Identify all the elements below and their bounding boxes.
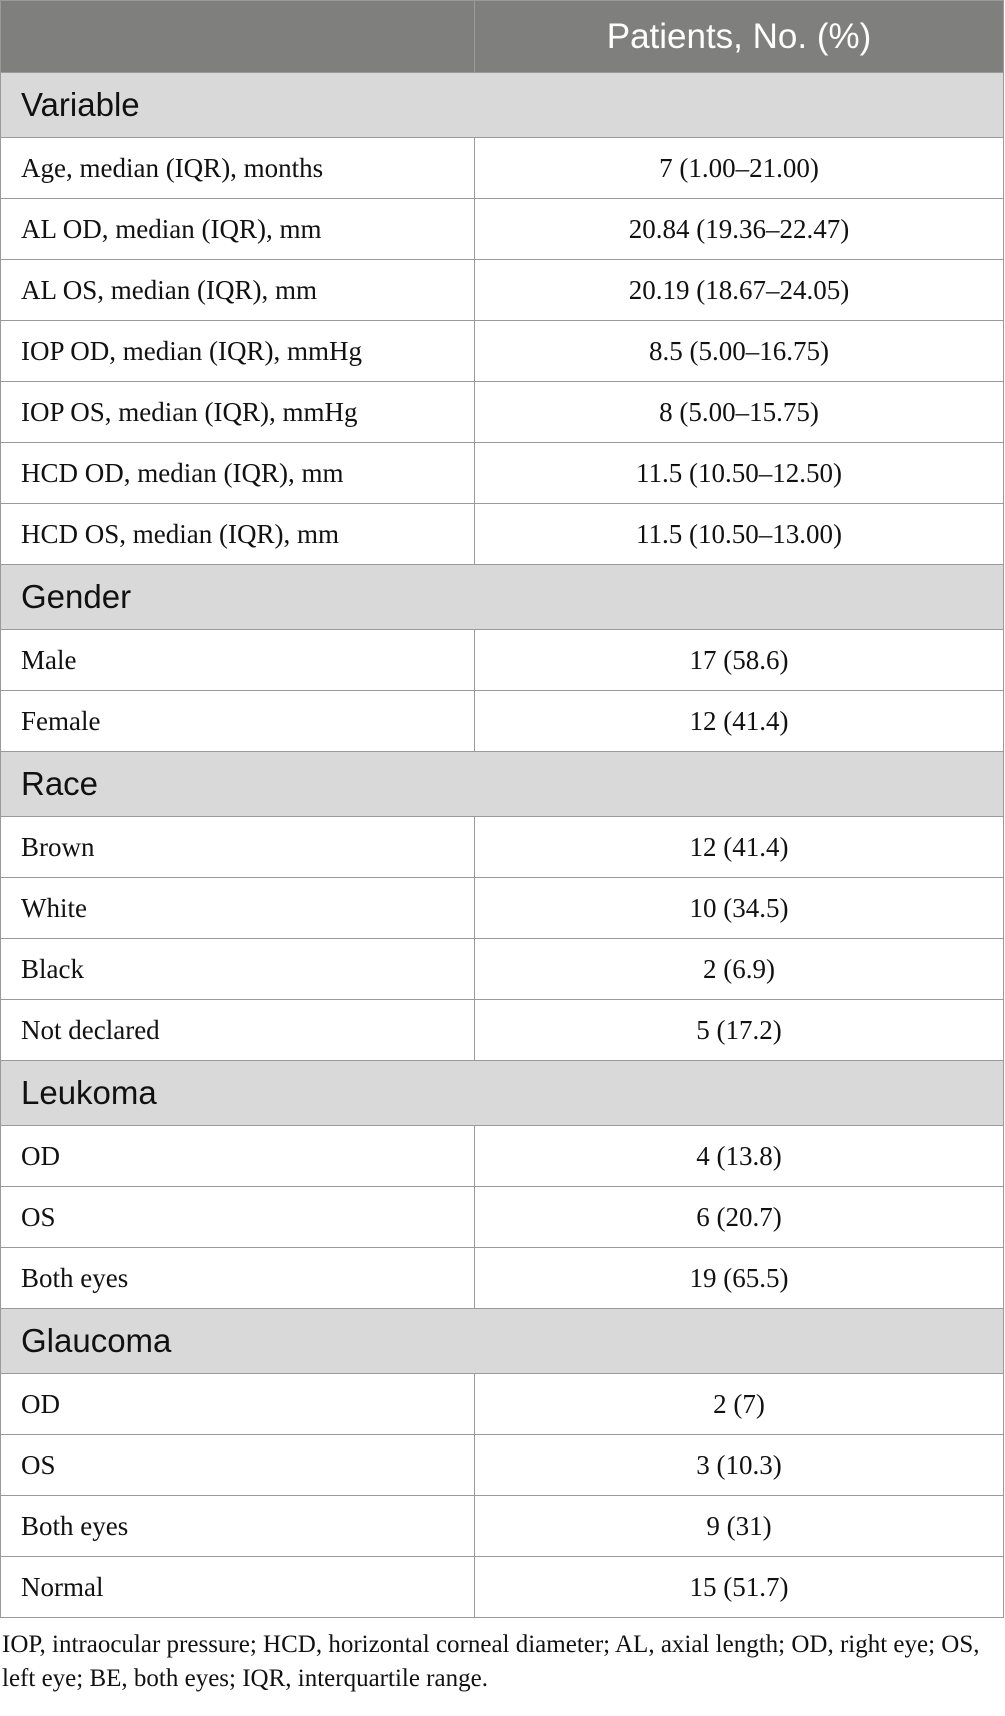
table-row xyxy=(1,382,1004,443)
row-value: 12 (41.4) xyxy=(475,817,1004,878)
row-value: 12 (41.4) xyxy=(475,691,1004,752)
row-label: OS xyxy=(1,1187,475,1248)
table-row xyxy=(1,1435,1004,1496)
row-label: Both eyes xyxy=(1,1248,475,1309)
row-label: HCD OS, median (IQR), mm xyxy=(1,504,475,565)
row-value: 11.5 (10.50–13.00) xyxy=(475,504,1004,565)
row-label: IOP OS, median (IQR), mmHg xyxy=(1,382,475,443)
table-row xyxy=(1,1374,1004,1435)
row-label: OD xyxy=(1,1374,475,1435)
section-row xyxy=(1,1309,1004,1374)
table-row xyxy=(1,878,1004,939)
row-value: 8.5 (5.00–16.75) xyxy=(475,321,1004,382)
row-label: Male xyxy=(1,630,475,691)
section-row xyxy=(1,1061,1004,1126)
table-row xyxy=(1,1248,1004,1309)
section-row xyxy=(1,752,1004,817)
header-cell-empty xyxy=(1,1,475,73)
row-label: Normal xyxy=(1,1557,475,1618)
row-value: 20.84 (19.36–22.47) xyxy=(475,199,1004,260)
row-label: Both eyes xyxy=(1,1496,475,1557)
table-row xyxy=(1,691,1004,752)
row-value: 6 (20.7) xyxy=(475,1187,1004,1248)
table-row xyxy=(1,321,1004,382)
table-header-row xyxy=(1,1,1004,73)
row-label: Age, median (IQR), months xyxy=(1,138,475,199)
row-label: Female xyxy=(1,691,475,752)
row-value: 11.5 (10.50–12.50) xyxy=(475,443,1004,504)
row-value: 20.19 (18.67–24.05) xyxy=(475,260,1004,321)
table-body xyxy=(1,73,1004,1618)
row-value: 19 (65.5) xyxy=(475,1248,1004,1309)
table-row xyxy=(1,1496,1004,1557)
table-row xyxy=(1,138,1004,199)
table-row xyxy=(1,504,1004,565)
row-value: 9 (31) xyxy=(475,1496,1004,1557)
table-row xyxy=(1,1000,1004,1061)
row-value: 3 (10.3) xyxy=(475,1435,1004,1496)
section-row xyxy=(1,73,1004,138)
row-value: 7 (1.00–21.00) xyxy=(475,138,1004,199)
row-label: AL OD, median (IQR), mm xyxy=(1,199,475,260)
row-value: 4 (13.8) xyxy=(475,1126,1004,1187)
row-label: Brown xyxy=(1,817,475,878)
row-value: 17 (58.6) xyxy=(475,630,1004,691)
table-row xyxy=(1,939,1004,1000)
table-row xyxy=(1,1187,1004,1248)
table-footnote: IOP, intraocular pressure; HCD, horizontal corneal diameter; AL, axial length; OD, right eye; OS, left eye; BE, both eyes; IQR, interquartile range. xyxy=(2,1631,980,1692)
table-row xyxy=(1,817,1004,878)
row-value: 8 (5.00–15.75) xyxy=(475,382,1004,443)
row-label: IOP OD, median (IQR), mmHg xyxy=(1,321,475,382)
header-cell-patients: Patients, No. (%) xyxy=(475,1,1004,73)
section-row xyxy=(1,565,1004,630)
row-value: 15 (51.7) xyxy=(475,1557,1004,1618)
table-row xyxy=(1,1126,1004,1187)
row-label: OS xyxy=(1,1435,475,1496)
section-title: Variable xyxy=(1,73,1004,138)
table-row xyxy=(1,1557,1004,1618)
section-title: Leukoma xyxy=(1,1061,1004,1126)
row-value: 10 (34.5) xyxy=(475,878,1004,939)
section-title: Glaucoma xyxy=(1,1309,1004,1374)
row-value: 2 (7) xyxy=(475,1374,1004,1435)
row-value: 2 (6.9) xyxy=(475,939,1004,1000)
row-label: Not declared xyxy=(1,1000,475,1061)
section-title: Race xyxy=(1,752,1004,817)
table-row xyxy=(1,443,1004,504)
section-title: Gender xyxy=(1,565,1004,630)
table-row xyxy=(1,260,1004,321)
row-label: White xyxy=(1,878,475,939)
table-row xyxy=(1,199,1004,260)
row-label: HCD OD, median (IQR), mm xyxy=(1,443,475,504)
row-label: Black xyxy=(1,939,475,1000)
row-value: 5 (17.2) xyxy=(475,1000,1004,1061)
row-label: OD xyxy=(1,1126,475,1187)
row-label: AL OS, median (IQR), mm xyxy=(1,260,475,321)
table-row xyxy=(1,630,1004,691)
